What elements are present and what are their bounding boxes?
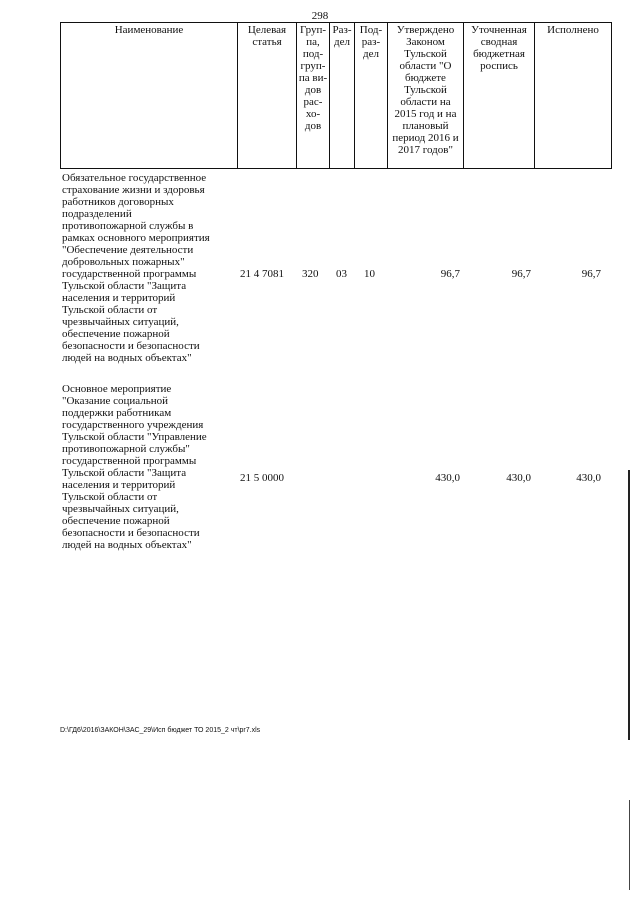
table-header — [0, 22, 640, 169]
header-refined: Уточненная сводная бюджетная роспись — [471, 24, 527, 72]
col-divider — [534, 22, 535, 169]
file-path-footer: D:\ГД6\2016\ЗАКОН\ЗАС_29\Исп бюджет ТО 2015_2 чт\pr7.xls — [60, 727, 261, 734]
header-top-border — [60, 22, 612, 23]
scan-edge-line — [628, 470, 630, 740]
col-divider — [611, 22, 612, 169]
row-executed: 96,7 — [581, 268, 601, 280]
header-subsection: Под- раз- дел — [359, 24, 383, 60]
header-name: Наименование — [114, 24, 184, 36]
page-number: 298 — [311, 10, 329, 22]
header-expense-group: Груп- па, под- груп- па ви- дов рас- хо- дов — [298, 24, 328, 132]
col-divider — [60, 22, 61, 169]
row-target-article: 21 4 7081 — [240, 268, 284, 280]
row-expense-group: 320 — [302, 268, 319, 280]
header-bottom-border — [60, 168, 612, 169]
row-target-article: 21 5 0000 — [240, 472, 284, 484]
row-approved: 430,0 — [435, 472, 460, 484]
row-name: Обязательное государственное страхование жизни и здоровья работников договорных подразделений противопожарной службы в рамках основного мероприятия "Обеспечение деятельности добровольных пожарных" государственной программы Тульской области "Защита населения и территорий Тульской области от чрезвычайных ситуаций, обеспечение пожарной безопасности и безопасности людей на водных объектах" — [62, 172, 210, 364]
row-executed: 430,0 — [576, 472, 601, 484]
row-name: Основное мероприятие "Оказание социальной поддержки работникам государственного учреждения Тульской области "Управление противопожарной службы" государственной программы Тульской области "Защита населения и территорий Тульской области от чрезвычайных ситуаций, обеспечение пожарной безопасности и безопасности людей на водных объектах" — [62, 383, 207, 551]
header-section: Раз- дел — [332, 24, 352, 48]
row-section: 03 — [336, 268, 347, 280]
row-refined: 430,0 — [506, 472, 531, 484]
header-approved: Утверждено Законом Тульской области "О бюджете Тульской области на 2015 год и на плановый период 2016 и 2017 годов" — [392, 24, 459, 156]
row-refined: 96,7 — [511, 268, 531, 280]
row-approved: 96,7 — [440, 268, 460, 280]
scan-edge-line — [629, 800, 630, 890]
row-subsection: 10 — [364, 268, 375, 280]
header-executed: Исполнено — [547, 24, 599, 36]
header-target-article: Целевая статья — [247, 24, 287, 48]
